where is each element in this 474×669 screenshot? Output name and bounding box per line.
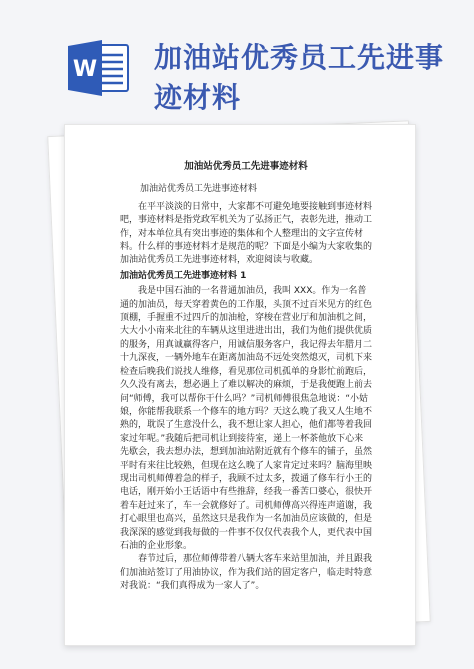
body-paragraph-1: 我是中国石油的一名普通加油员，我叫 XXX。作为一名普通的加油员，每天穿着黄色的工作服，头顶不过百米见方的红色顶棚，手握重不过四斤的加油枪，穿梭在营业厅和加油机之间，大大小小南来北往的车辆从这里进进出出，我们为他们提供优质的服务，用真诚赢得客户，用诚信服务客户，我记得去年腊月二十九深夜，一辆外地车在距离加油岛不远处突然熄灭，司机下来检查后晚我们说找人维修，看见那位司机孤单的身影忙前跑后，久久没有离去，想必遇上了难以解决的麻烦，于是我便跑上前去问“师傅，我可以帮你干什么吗？”司机师傅很焦急地说：“小姑娘，你能帮我联系一个修车的地方吗？天这么晚了我又人生地不熟的，耽误了生意没什么，我不想让家人担心，他们都等着我回家过年呢。”我随后把司机让到接待室，递上一杯茶他放下心来先歇会，我去想办法，想到加油站附近就有个修车的铺子，虽然平时有来往比较熟，但现在这么晚了人家肯定过来吗？脑海里映现出司机师傅着急的样子，我顾不过太多，拨通了修车行小王的电话，刚开始小王话语中有些推辞，经我一番苦口婆心，很快开着车赶过来了，车一会就修好了。司机师傅高兴得连声道谢，我打心眼里也高兴，虽然这只是我作为一名加油员应该做的，但是我深深的感觉到我每做的一件事不仅仅代表我个人，更代表中国石油的企业形象。 (120, 286, 373, 551)
body-paragraph-2: 春节过后，那位师傅带着八辆大客车来站里加油，并且跟我们加油站签订了用油协议，作为我们站的固定客户，临走时特意对我说：“我们真得成为一家人了”。 (120, 554, 373, 592)
document-title: 加油站优秀员工先进事迹材料 (184, 161, 308, 172)
intro-paragraph: 在平平淡淡的日常中，大家都不可避免地要接触到事迹材料吧，事迹材料是指党政军机关为了弘扬正气，表彰先进，推动工作，对本单位具有突出事迹的集体和个人整理出的文字宣传材料。什么样的事迹材料才是规范的呢？下面是小编为大家收集的加油站优秀员工先进事迹材料，欢迎阅读与收藏。 (120, 201, 373, 266)
page-header (0, 0, 474, 125)
section-heading: 加油站优秀员工先进事迹材料 1 (120, 270, 247, 281)
page-title: 加油站优秀员工先进事迹材料 (154, 41, 445, 114)
word-document-icon (68, 40, 130, 96)
document-body (120, 160, 372, 594)
document-subtitle: 加油站优秀员工先进事迹材料 (140, 184, 258, 195)
svg-text:W: W (72, 57, 98, 82)
